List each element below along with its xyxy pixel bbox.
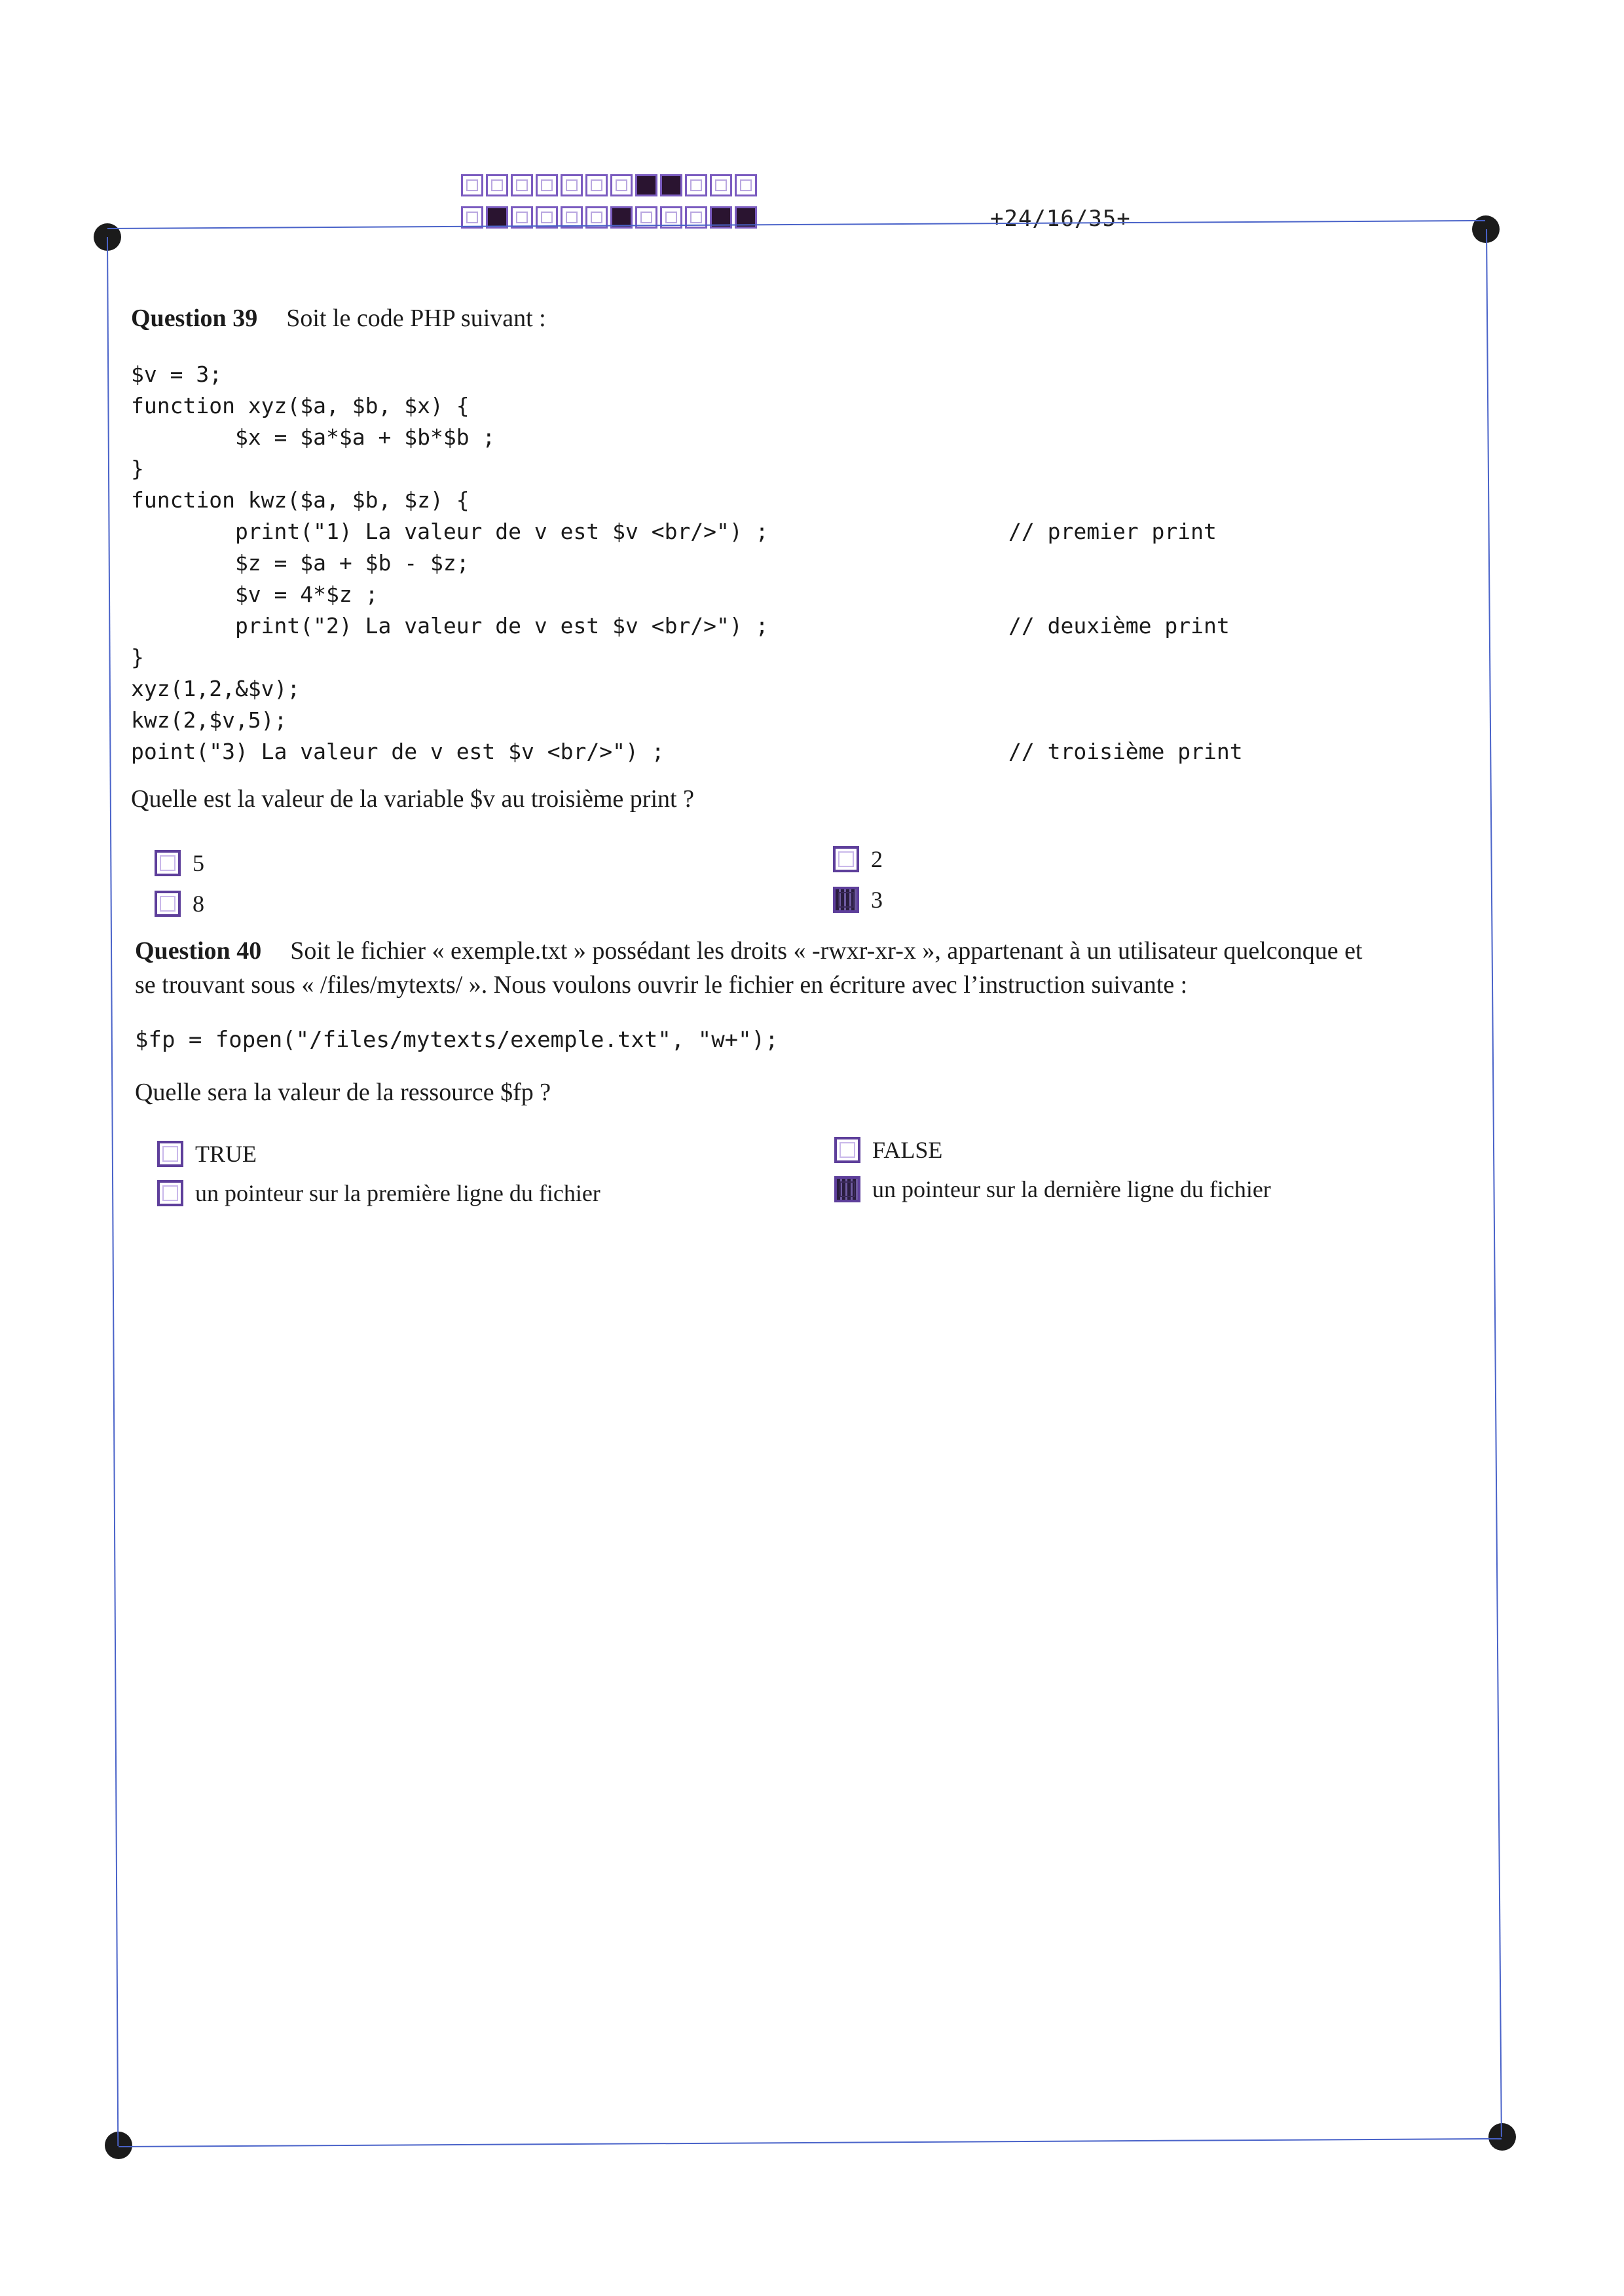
- question-40: [131, 934, 1493, 1214]
- frame-left: [107, 237, 119, 2146]
- code-comment: // deuxième print: [1008, 613, 1230, 639]
- code-text: $z = $a + $b - $z;: [131, 550, 470, 576]
- question-40-prompt: Quelle sera la valeur de la ressource $fp ?: [135, 1079, 551, 1106]
- frame-bottom: [119, 2138, 1502, 2147]
- answer-label: 8: [193, 891, 204, 917]
- code-row-1-cell-7: [635, 174, 657, 196]
- answer-q40-c[interactable]: [157, 1177, 600, 1209]
- code-row-1-cell-2: [511, 174, 533, 196]
- code-row-1-cell-3: [536, 174, 558, 196]
- checkbox-q39-a[interactable]: [155, 850, 181, 876]
- code-line: [131, 422, 1493, 453]
- question-39: [131, 301, 1493, 918]
- code-row-1-cell-0: [461, 174, 483, 196]
- code-line: [131, 516, 1493, 547]
- code-row-1-cell-10: [710, 174, 732, 196]
- code-line: [131, 705, 1493, 736]
- frame-top: [107, 220, 1485, 229]
- question-39-code: [131, 359, 1493, 768]
- code-line: [131, 453, 1493, 485]
- answer-q40-d[interactable]: [834, 1174, 1271, 1205]
- code-line: [131, 673, 1493, 705]
- answer-label: TRUE: [195, 1141, 257, 1167]
- code-line: [131, 610, 1493, 642]
- answer-label: 3: [871, 887, 883, 913]
- code-line: [131, 390, 1493, 422]
- checkbox-q39-d[interactable]: [833, 887, 859, 913]
- code-line: [131, 736, 1493, 768]
- question-39-title: Question 39: [131, 305, 258, 332]
- code-row-1-cell-5: [585, 174, 608, 196]
- page-content: [131, 301, 1493, 1214]
- code-text: $v = 3;: [131, 361, 223, 387]
- code-text: kwz(2,$v,5);: [131, 707, 287, 733]
- code-row-1-cell-4: [561, 174, 583, 196]
- code-row-1-cell-9: [685, 174, 707, 196]
- question-40-intro-line-2: se trouvant sous « /files/mytexts/ ». Nous voulons ouvrir le fichier en écriture avec l’instruction suivante :: [135, 971, 1188, 999]
- question-40-answers: [131, 1129, 1493, 1214]
- code-row-1-cell-11: [735, 174, 757, 196]
- code-line: [131, 359, 1493, 390]
- header-code-row-2: [461, 206, 760, 231]
- answer-label: FALSE: [872, 1137, 943, 1163]
- code-text: }: [131, 456, 144, 481]
- code-text: print("2) La valeur de v est $v <br/>") ;: [131, 613, 769, 639]
- code-text: function kwz($a, $b, $z) {: [131, 487, 470, 513]
- code-text: point("3) La valeur de v est $v <br/>") ;: [131, 739, 665, 764]
- answer-label: 2: [871, 846, 883, 872]
- answer-q39-b[interactable]: [833, 843, 883, 875]
- checkbox-q39-c[interactable]: [155, 891, 181, 917]
- code-text: function xyz($a, $b, $x) {: [131, 393, 470, 418]
- question-39-heading: [131, 301, 1493, 335]
- page-id: +24/16/35+: [990, 206, 1131, 232]
- question-40-intro-line-1: Soit le fichier « exemple.txt » possédant les droits « -rwxr-xr-x », appartenant à un utilisateur quelconque et: [290, 937, 1363, 965]
- code-line: [131, 579, 1493, 610]
- answer-q40-a[interactable]: [157, 1138, 257, 1170]
- code-line: [131, 485, 1493, 516]
- checkbox-q40-b[interactable]: [834, 1137, 860, 1163]
- code-comment: // premier print: [1008, 519, 1217, 544]
- answer-label: un pointeur sur la première ligne du fichier: [195, 1180, 600, 1206]
- answer-q39-c[interactable]: [155, 888, 204, 919]
- code-row-1-cell-8: [660, 174, 682, 196]
- question-39-answers: [131, 840, 1493, 918]
- code-line: [131, 547, 1493, 579]
- code-text: $v = 4*$z ;: [131, 582, 378, 607]
- code-text: }: [131, 644, 144, 670]
- code-row-1-cell-1: [486, 174, 508, 196]
- answer-label: un pointeur sur la dernière ligne du fichier: [872, 1176, 1271, 1202]
- checkbox-q40-a[interactable]: [157, 1141, 183, 1167]
- question-40-title: Question 40: [135, 937, 262, 965]
- question-39-intro: Soit le code PHP suivant :: [286, 305, 546, 332]
- code-comment: // troisième print: [1008, 739, 1243, 764]
- header-code-row-1: [461, 174, 760, 199]
- corner-dot-bottom-right: [1488, 2123, 1516, 2151]
- answer-q39-a[interactable]: [155, 847, 204, 879]
- code-row-1-cell-6: [610, 174, 633, 196]
- checkbox-q40-d[interactable]: [834, 1176, 860, 1202]
- answer-q40-b[interactable]: [834, 1134, 942, 1166]
- question-40-code: $fp = fopen("/files/mytexts/exemple.txt", "w+");: [135, 1027, 779, 1053]
- answer-label: 5: [193, 850, 204, 876]
- checkbox-q40-c[interactable]: [157, 1180, 183, 1206]
- code-line: [131, 642, 1493, 673]
- code-text: print("1) La valeur de v est $v <br/>") ;: [131, 519, 769, 544]
- code-text: xyz(1,2,&$v);: [131, 676, 301, 701]
- checkbox-q39-b[interactable]: [833, 846, 859, 872]
- question-40-heading: [131, 934, 1493, 968]
- answer-q39-d[interactable]: [833, 884, 883, 916]
- code-text: $x = $a*$a + $b*$b ;: [131, 424, 496, 450]
- question-39-prompt: Quelle est la valeur de la variable $v au troisième print ?: [131, 785, 694, 813]
